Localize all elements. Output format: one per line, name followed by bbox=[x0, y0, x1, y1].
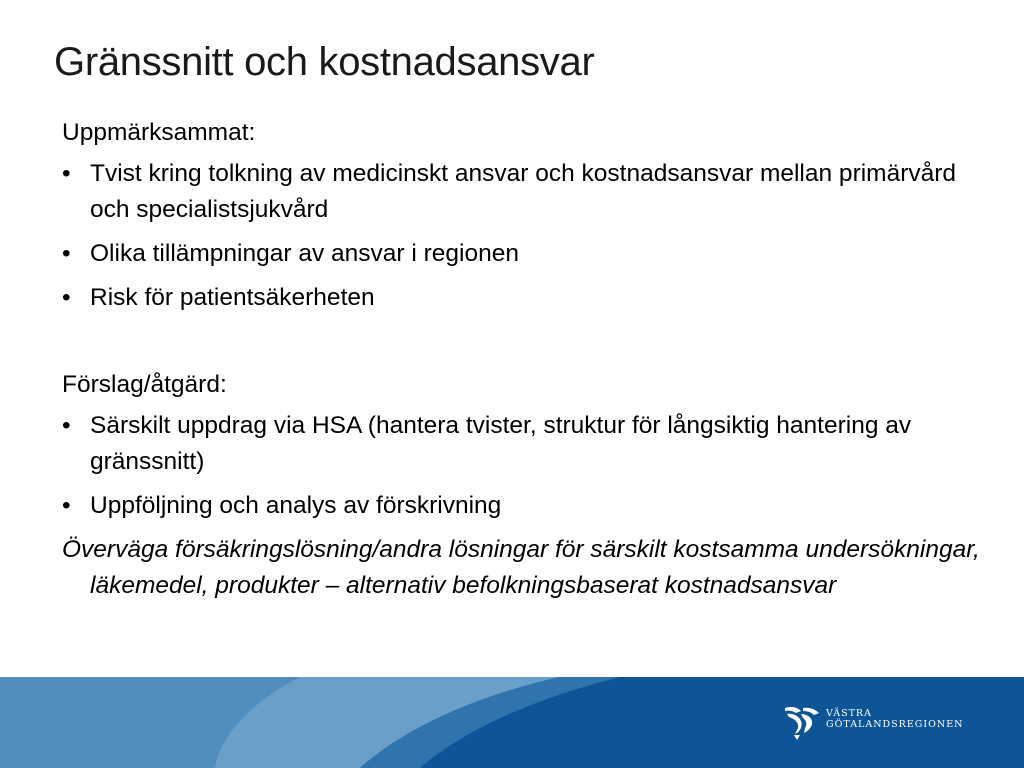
proposal-label: Förslag/åtgärd: bbox=[62, 371, 227, 398]
list-item-text: Särskilt uppdrag via HSA (hantera tvister, struktur för långsiktig hantering av gränssnitt) bbox=[90, 412, 912, 475]
bullet-icon: • bbox=[62, 412, 71, 439]
slide-body bbox=[62, 115, 982, 604]
bullet-icon: • bbox=[62, 240, 71, 267]
list-item bbox=[62, 408, 982, 480]
list-item-text: Olika tillämpningar av ansvar i regionen bbox=[90, 240, 519, 267]
observed-list bbox=[62, 156, 982, 316]
vgr-logo-text bbox=[826, 708, 963, 730]
bullet-icon: • bbox=[62, 284, 71, 311]
observed-label: Uppmärksammat: bbox=[62, 119, 256, 146]
list-item-text: Risk för patientsäkerheten bbox=[90, 284, 375, 311]
list-item-text: Uppföljning och analys av förskrivning bbox=[90, 492, 502, 519]
proposal-list bbox=[62, 408, 982, 524]
section-spacer bbox=[62, 324, 982, 367]
logo-line-2: GÖTALANDSREGIONEN bbox=[826, 719, 964, 730]
list-item bbox=[62, 156, 982, 228]
bullet-icon: • bbox=[62, 160, 71, 187]
list-item bbox=[62, 488, 982, 524]
logo-line-1: VÄSTRA bbox=[826, 708, 872, 719]
proposal-note: Överväga försäkringslösning/andra lösningar för särskilt kostsamma undersökningar, läkemedel, produkter – alternativ befolkningsbaserat kostnadsansvar bbox=[62, 536, 980, 599]
slide-title: Gränssnitt och kostnadsansvar bbox=[54, 40, 595, 84]
list-item bbox=[62, 280, 982, 316]
list-item-text: Tvist kring tolkning av medicinskt ansvar och kostnadsansvar mellan primärvård och specialistsjukvård bbox=[90, 160, 957, 223]
list-item bbox=[62, 236, 982, 272]
bullet-icon: • bbox=[62, 492, 71, 519]
